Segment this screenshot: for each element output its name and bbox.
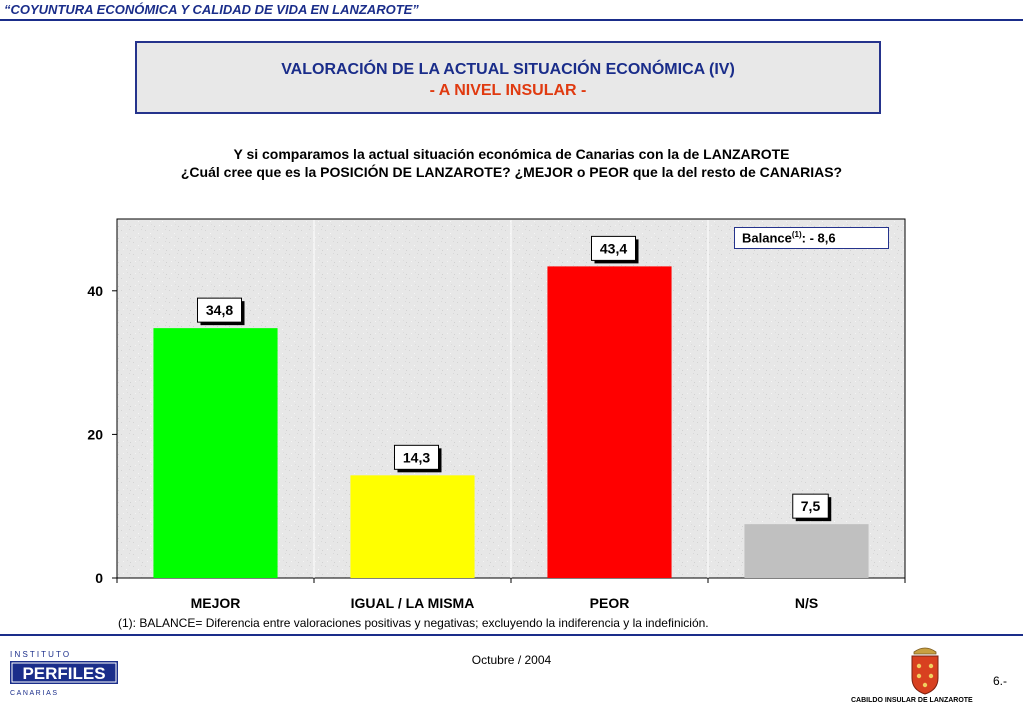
bar-1 [153,328,277,578]
y-tick-label: 20 [87,426,103,443]
page-number: 6.- [993,674,1008,688]
x-tick-label: PEOR [589,595,630,611]
data-label: 14,3 [402,449,431,466]
footer-divider [0,634,1023,636]
balance-box [734,227,889,249]
bar-4 [744,524,868,578]
question-line-2: ¿Cuál cree que es la POSICIÓN DE LANZAROTE? ¿MEJOR o PEOR que la del resto de CANARIAS? [180,164,843,180]
x-tick-label: N/S [794,595,819,611]
y-tick-label: 0 [95,570,103,586]
slide-subtitle: - A NIVEL INSULAR - [429,82,587,99]
balance-label: Balance [742,230,792,246]
coat-of-arms-icon [908,644,942,696]
question-line-1: Y si comparamos la actual situación económica de Canarias con la de LANZAROTE [233,146,790,162]
x-tick-label: MEJOR [190,595,241,611]
data-label: 7,5 [800,498,821,515]
x-tick-label: IGUAL / LA MISMA [350,595,475,611]
data-label: 43,4 [599,240,628,257]
bar-2 [350,475,474,578]
data-label: 34,8 [205,302,234,319]
logo-main-text: PERFILES [22,664,106,683]
footnote: (1): BALANCE= Diferencia entre valoraciones positivas y negativas; excluyendo la indiferencia y la indefinición. [118,616,709,630]
y-tick-label: 40 [87,282,103,299]
slide-title: VALORACIÓN DE LA ACTUAL SITUACIÓN ECONÓMICA (IV) [281,61,735,78]
balance-footnote-ref: (1) [791,230,802,239]
balance-value: : - 8,6 [801,230,836,246]
cabildo-caption: CABILDO INSULAR DE LANZAROTE [851,697,973,704]
logo-bottom-text: C A N A R I A S [10,690,58,697]
footer-date: Octubre / 2004 [471,653,552,667]
bar-3 [547,266,671,578]
presentation-header: “COYUNTURA ECONÓMICA Y CALIDAD DE VIDA EN LANZAROTE” [4,2,419,17]
logo-top-text: I N S T I T U T O [10,650,70,659]
